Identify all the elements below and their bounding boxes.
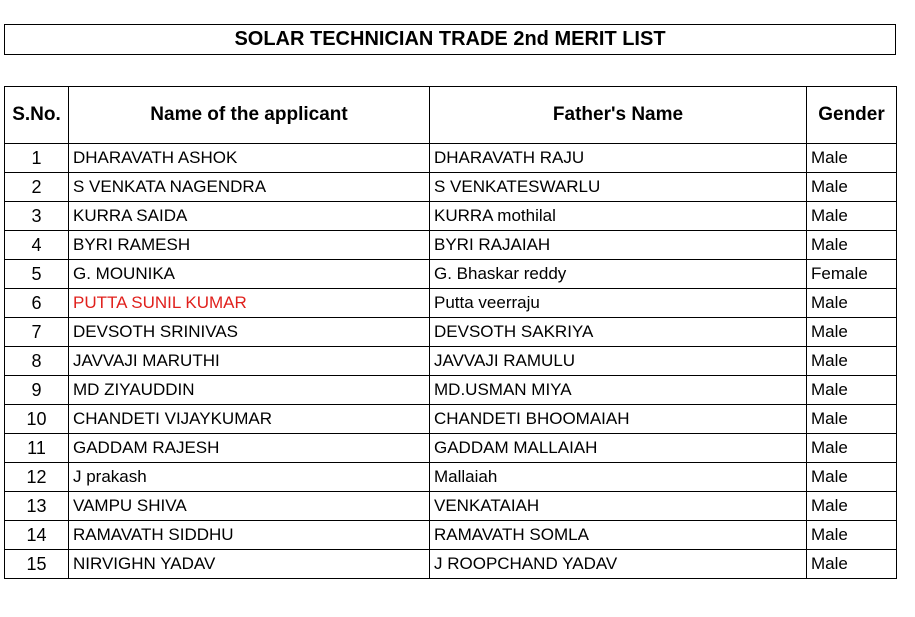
gender-cell: Male bbox=[807, 289, 897, 318]
table-row bbox=[5, 492, 897, 521]
father-name-cell: GADDAM MALLAIAH bbox=[430, 434, 807, 463]
gender-cell: Male bbox=[807, 492, 897, 521]
merit-list-title: SOLAR TECHNICIAN TRADE 2nd MERIT LIST bbox=[4, 24, 896, 55]
applicant-name-cell: CHANDETI VIJAYKUMAR bbox=[69, 405, 430, 434]
table-row bbox=[5, 318, 897, 347]
gender-cell: Male bbox=[807, 144, 897, 173]
applicant-name-cell: RAMAVATH SIDDHU bbox=[69, 521, 430, 550]
applicant-name-cell: MD ZIYAUDDIN bbox=[69, 376, 430, 405]
applicant-name-cell: BYRI RAMESH bbox=[69, 231, 430, 260]
father-name-cell: Mallaiah bbox=[430, 463, 807, 492]
serial-number-cell: 7 bbox=[5, 318, 69, 347]
applicant-name-cell: S VENKATA NAGENDRA bbox=[69, 173, 430, 202]
serial-number-cell: 2 bbox=[5, 173, 69, 202]
gender-cell: Male bbox=[807, 434, 897, 463]
father-name-cell: CHANDETI BHOOMAIAH bbox=[430, 405, 807, 434]
table-row bbox=[5, 173, 897, 202]
applicant-name-cell: NIRVIGHN YADAV bbox=[69, 550, 430, 579]
serial-number-cell: 12 bbox=[5, 463, 69, 492]
father-name-cell: G. Bhaskar reddy bbox=[430, 260, 807, 289]
applicant-name-cell: DHARAVATH ASHOK bbox=[69, 144, 430, 173]
gender-cell: Male bbox=[807, 550, 897, 579]
gender-cell: Male bbox=[807, 347, 897, 376]
column-header-sno: S.No. bbox=[5, 87, 69, 144]
applicant-name-cell: KURRA SAIDA bbox=[69, 202, 430, 231]
table-row bbox=[5, 289, 897, 318]
father-name-cell: RAMAVATH SOMLA bbox=[430, 521, 807, 550]
serial-number-cell: 1 bbox=[5, 144, 69, 173]
table-row bbox=[5, 202, 897, 231]
gender-cell: Male bbox=[807, 463, 897, 492]
serial-number-cell: 6 bbox=[5, 289, 69, 318]
serial-number-cell: 11 bbox=[5, 434, 69, 463]
gender-cell: Male bbox=[807, 173, 897, 202]
table-row bbox=[5, 405, 897, 434]
applicant-name-cell: PUTTA SUNIL KUMAR bbox=[69, 289, 430, 318]
gender-cell: Male bbox=[807, 521, 897, 550]
father-name-cell: JAVVAJI RAMULU bbox=[430, 347, 807, 376]
column-header-name: Name of the applicant bbox=[69, 87, 430, 144]
serial-number-cell: 5 bbox=[5, 260, 69, 289]
table-row bbox=[5, 347, 897, 376]
table-row bbox=[5, 521, 897, 550]
column-header-father: Father's Name bbox=[430, 87, 807, 144]
serial-number-cell: 10 bbox=[5, 405, 69, 434]
table-row bbox=[5, 231, 897, 260]
serial-number-cell: 3 bbox=[5, 202, 69, 231]
father-name-cell: BYRI RAJAIAH bbox=[430, 231, 807, 260]
serial-number-cell: 8 bbox=[5, 347, 69, 376]
father-name-cell: DHARAVATH RAJU bbox=[430, 144, 807, 173]
column-header-gender: Gender bbox=[807, 87, 897, 144]
table-row bbox=[5, 434, 897, 463]
father-name-cell: J ROOPCHAND YADAV bbox=[430, 550, 807, 579]
serial-number-cell: 15 bbox=[5, 550, 69, 579]
father-name-cell: MD.USMAN MIYA bbox=[430, 376, 807, 405]
merit-list-table bbox=[4, 86, 897, 579]
gender-cell: Female bbox=[807, 260, 897, 289]
gender-cell: Male bbox=[807, 231, 897, 260]
father-name-cell: DEVSOTH SAKRIYA bbox=[430, 318, 807, 347]
applicant-name-cell: J prakash bbox=[69, 463, 430, 492]
applicant-name-cell: GADDAM RAJESH bbox=[69, 434, 430, 463]
serial-number-cell: 13 bbox=[5, 492, 69, 521]
applicant-name-cell: DEVSOTH SRINIVAS bbox=[69, 318, 430, 347]
gender-cell: Male bbox=[807, 202, 897, 231]
gender-cell: Male bbox=[807, 376, 897, 405]
applicant-name-cell: JAVVAJI MARUTHI bbox=[69, 347, 430, 376]
serial-number-cell: 14 bbox=[5, 521, 69, 550]
father-name-cell: Putta veerraju bbox=[430, 289, 807, 318]
table-row bbox=[5, 260, 897, 289]
father-name-cell: KURRA mothilal bbox=[430, 202, 807, 231]
father-name-cell: VENKATAIAH bbox=[430, 492, 807, 521]
table-row bbox=[5, 550, 897, 579]
table-body bbox=[5, 144, 897, 579]
serial-number-cell: 9 bbox=[5, 376, 69, 405]
gender-cell: Male bbox=[807, 318, 897, 347]
applicant-name-cell: VAMPU SHIVA bbox=[69, 492, 430, 521]
gender-cell: Male bbox=[807, 405, 897, 434]
table-row bbox=[5, 463, 897, 492]
table-row bbox=[5, 376, 897, 405]
applicant-name-cell: G. MOUNIKA bbox=[69, 260, 430, 289]
serial-number-cell: 4 bbox=[5, 231, 69, 260]
father-name-cell: S VENKATESWARLU bbox=[430, 173, 807, 202]
table-row bbox=[5, 144, 897, 173]
header-row bbox=[5, 87, 897, 144]
